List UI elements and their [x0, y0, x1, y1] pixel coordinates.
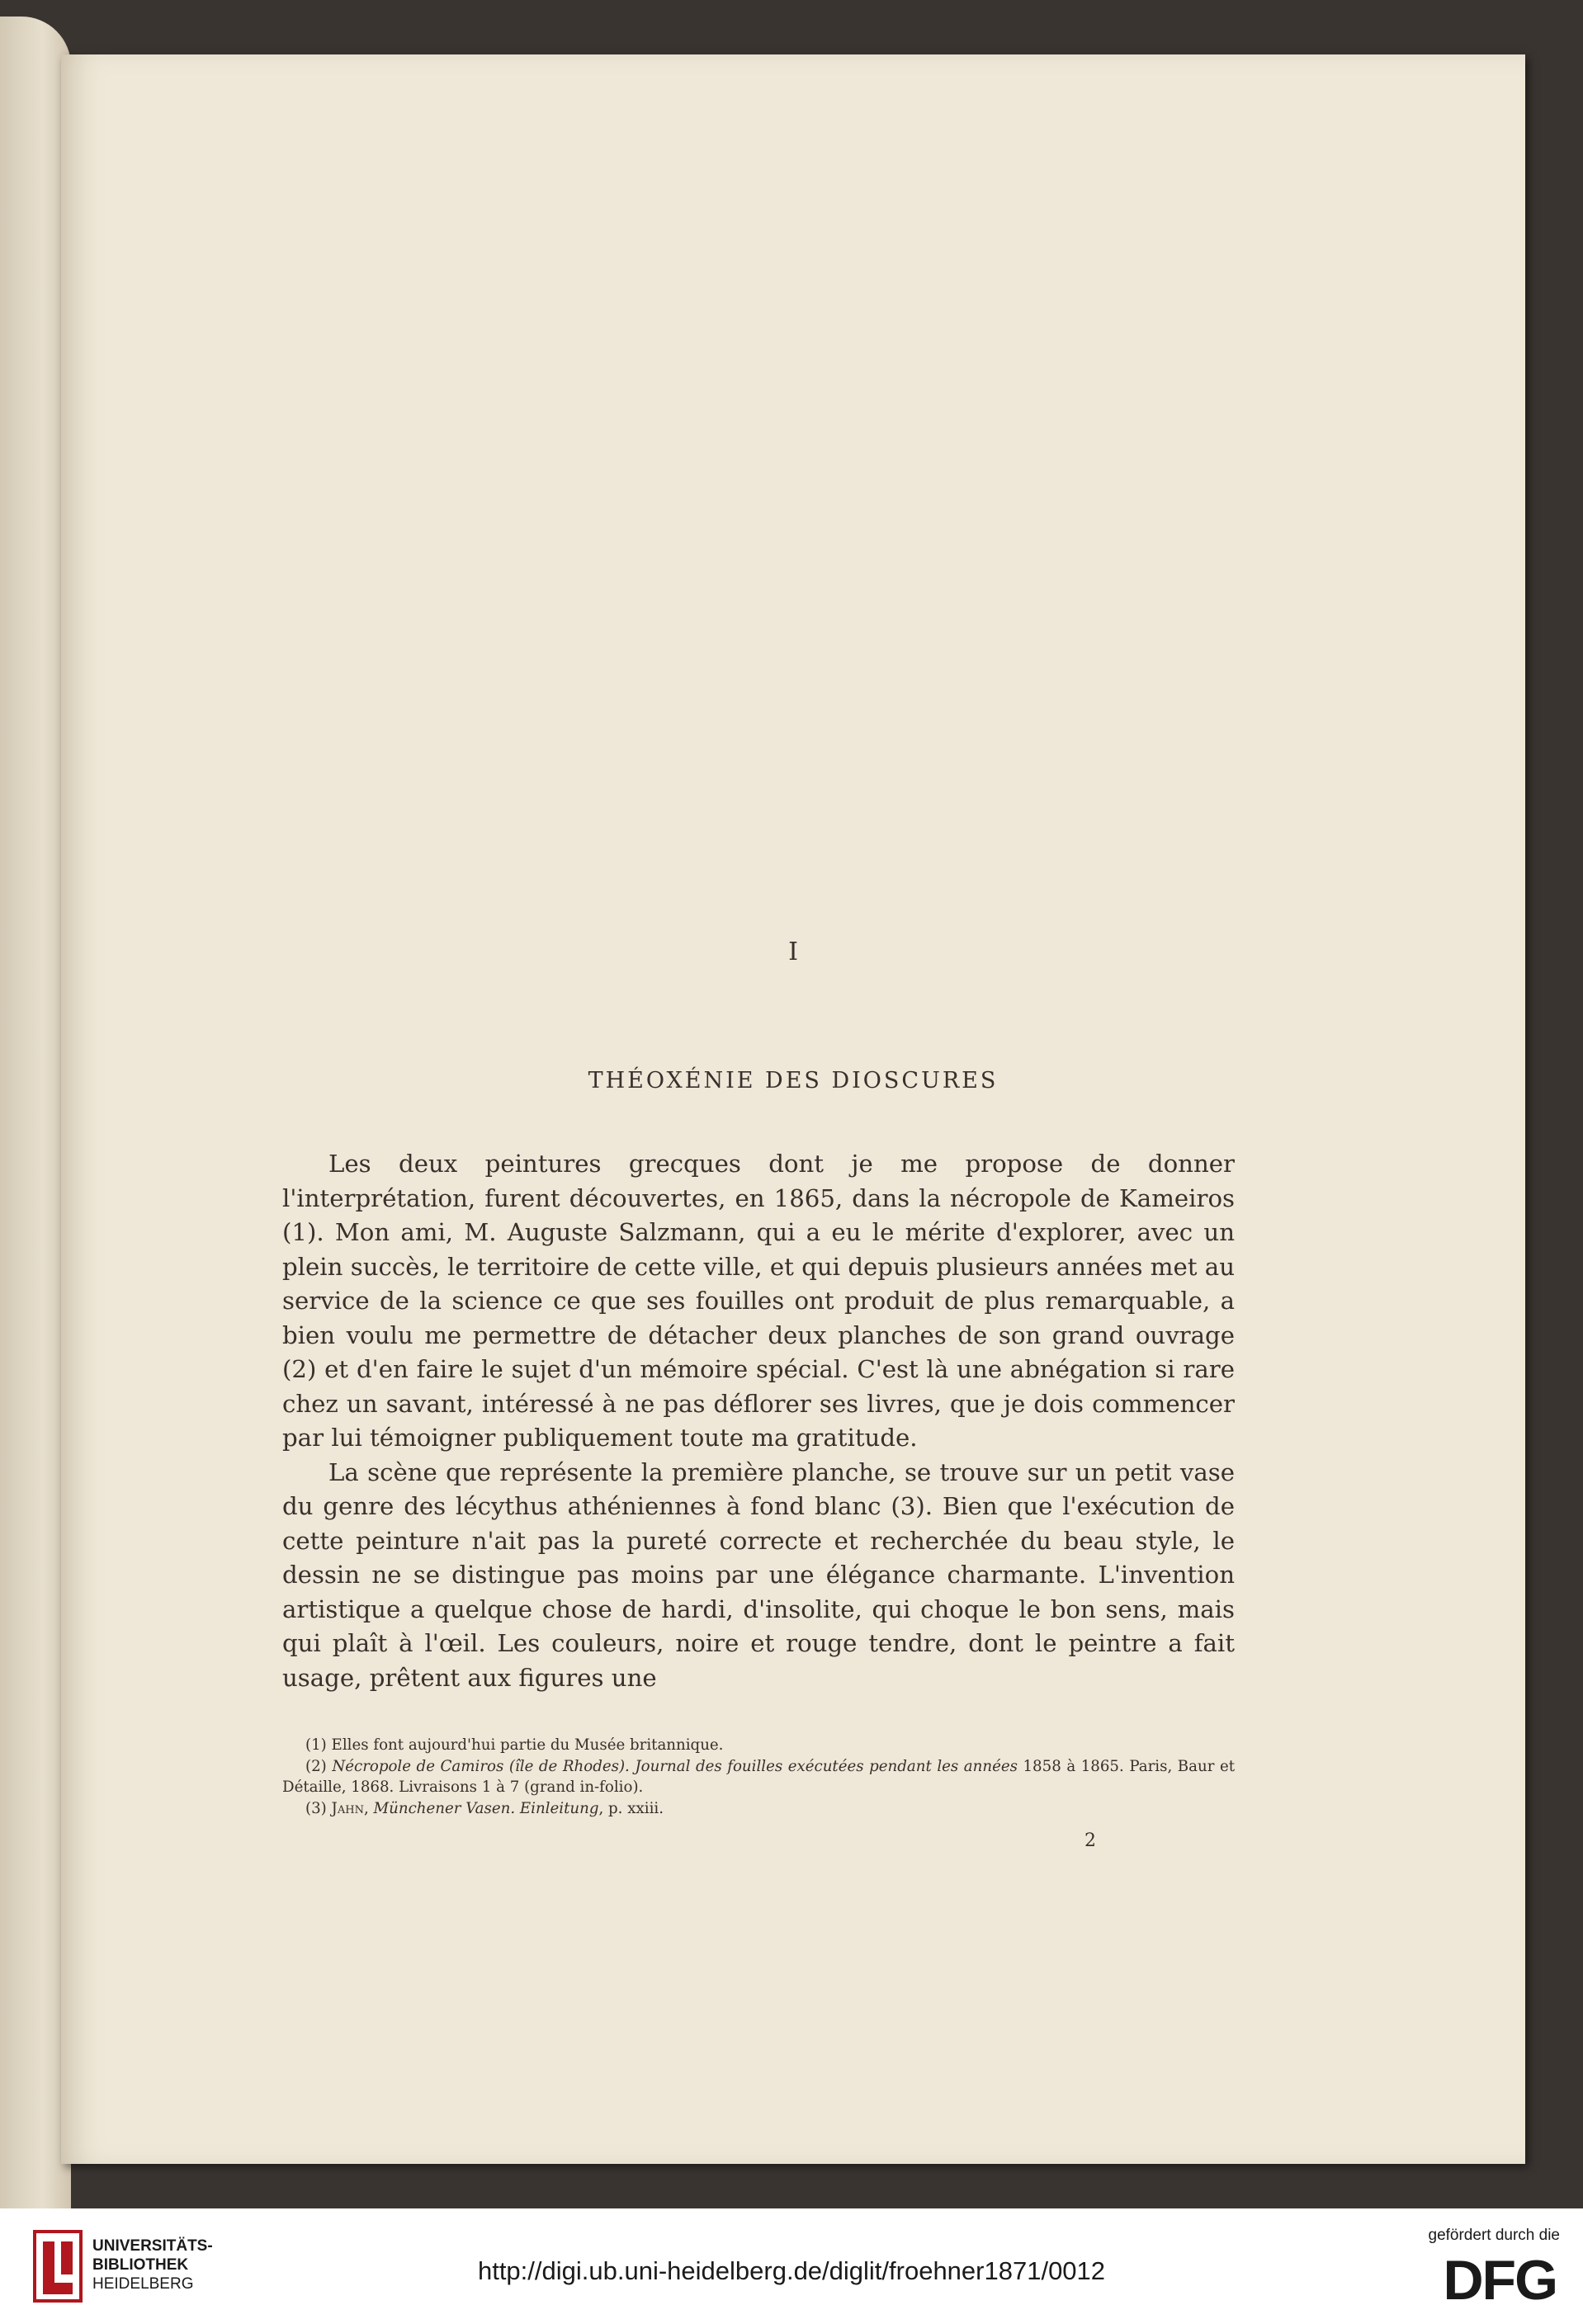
paragraph-1: Les deux peintures grecques dont je me propose de donner l'interprétation, furent découvertes, en 1865, dans la nécropole de Kameiros (1). Mon ami, M. Auguste Salzmann, qui a eu le mérite d'explorer, avec un plein succès, le territoire de cette ville, et qui depuis plusieurs années met au service de la science ce que ses fouilles ont produit de plus remarquable, a bien voulu me permettre de détacher deux planches de son grand ouvrage (2) et d'en faire le sujet d'un mémoire spécial. C'est là une abnégation si rare chez un savant, intéressé à ne pas déflorer ses livres, que je dois commencer par lui témoigner publiquement toute ma gratitude. — [282, 1150, 1235, 1452]
footnote-3-separator: , — [363, 1799, 374, 1817]
chapter-number: I — [788, 938, 798, 966]
footnote-3 — [282, 1798, 1235, 1820]
paragraph-2: La scène que représente la première planche, se trouve sur un petit vase du genre des lécythus athéniennes à fond blanc (3). Bien que l'exécution de cette peinture n'ait pas la pureté correcte et recherchée du beau style, le dessin ne se distingue pas moins par une élégance charmante. L'invention artistique a quelque chose de hardi, d'insolite, qui choque le bon sens, mais qui plaît à l'œil. Les couleurs, noire et rouge tendre, dont le peintre a fait usage, prêtent aux figures une — [282, 1457, 1235, 1692]
library-line-1: UNIVERSITÄTS- — [92, 2237, 213, 2255]
chapter-title: THÉOXÉNIE DES DIOSCURES — [588, 1068, 999, 1094]
dfg-logo-text: DFG — [1443, 2253, 1557, 2303]
footnote-2-details: 1858 à 1865. Paris, Baur et Détaille, 1868. Livraisons 1 à 7 (grand in-folio). — [282, 1757, 1236, 1796]
dfg-logo-icon[interactable] — [1393, 2253, 1558, 2303]
footnote-3-number: (3) — [305, 1799, 332, 1817]
viewer-footer — [0, 2208, 1583, 2324]
footnote-2 — [282, 1756, 1235, 1798]
funding-caption: gefördert durch die — [1428, 2227, 1560, 2244]
library-line-3: HEIDELBERG — [92, 2275, 194, 2293]
footnote-1: (1) Elles font aujourd'hui partie du Musée britannique. — [305, 1736, 724, 1754]
library-line-2: BIBLIOTHEK — [92, 2256, 189, 2274]
book-page — [61, 54, 1525, 2164]
body-text — [282, 1147, 1235, 1695]
footnote-3-title: Münchener Vasen. Einleitung — [373, 1799, 599, 1817]
footnote-3-author: Jahn — [331, 1799, 364, 1817]
page-number: 2 — [1084, 1830, 1096, 1851]
footnote-3-details: , p. xxiii. — [598, 1799, 664, 1817]
footnote-2-title: Nécropole de Camiros (île de Rhodes). Journal des fouilles exécutées pendant les années — [332, 1757, 1018, 1775]
footnote-2-number: (2) — [305, 1757, 333, 1775]
permalink-url[interactable]: http://digi.ub.uni-heidelberg.de/diglit/froehner1871/0012 — [477, 2256, 1106, 2285]
footnotes — [282, 1735, 1235, 1819]
